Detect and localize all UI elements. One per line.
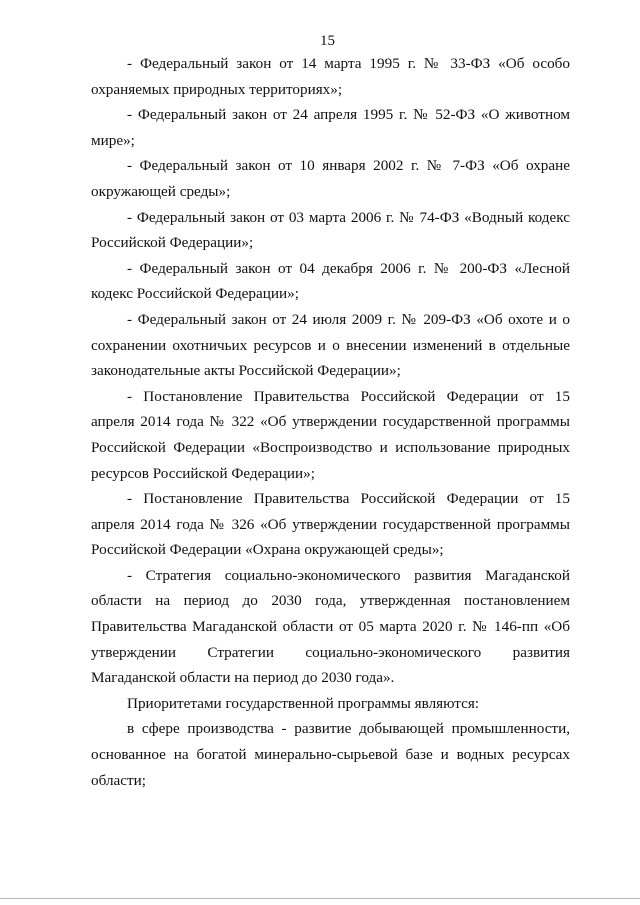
list-item-law-209fz: - Федеральный закон от 24 июля 2009 г. № 209-ФЗ «Об охоте и о сохранении охотничьих ресурсов и о внесении изменений в отдельные законодательные акты Российской Федерации»; (91, 310, 570, 380)
list-item-law-74fz: - Федеральный закон от 03 марта 2006 г. № 74-ФЗ «Водный кодекс Российской Федерации»; (91, 208, 570, 252)
list-item-law-7fz: - Федеральный закон от 10 января 2002 г. № 7-ФЗ «Об охране окружающей среды»; (91, 157, 570, 200)
list-item-law-52fz: - Федеральный закон от 24 апреля 1995 г. № 52-ФЗ «О животном мире»; (91, 106, 570, 149)
scan-bottom-edge (0, 898, 640, 899)
list-item-strategy-2030: - Стратегия социально-экономического развития Магаданской области на период до 2030 года, утвержденная постановлением Правительства Магаданской области от 05 марта 2020 г. № 146-пп «Об утверждении Стратегии социально-экономического развития Магаданской области на период до 2030 года». (91, 566, 570, 687)
document-body (91, 51, 570, 793)
list-item-decree-326: - Постановление Правительства Российской Федерации от 15 апреля 2014 года № 326 «Об утверждении государственной программы Российской Федерации «Охрана окружающей среды»; (91, 490, 570, 559)
list-item-decree-322: - Постановление Правительства Российской Федерации от 15 апреля 2014 года № 322 «Об утверждении государственной программы Российской Федерации «Воспроизводство и использование природных ресурсов Российской Федерации»; (91, 387, 570, 482)
priorities-heading: Приоритетами государственной программы являются: (127, 694, 480, 712)
list-item-law-200fz: - Федеральный закон от 04 декабря 2006 г. № 200-ФЗ «Лесной кодекс Российской Федерации»; (91, 259, 570, 303)
page-number: 15 (320, 33, 335, 49)
priority-production: в сфере производства - развитие добывающей промышленности, основанное на богатой минерально-сырьевой базе и водных ресурсах области; (91, 720, 570, 789)
list-item-law-33fz: - Федеральный закон от 14 марта 1995 г. № 33-ФЗ «Об особо охраняемых природных территориях»; (91, 55, 570, 98)
